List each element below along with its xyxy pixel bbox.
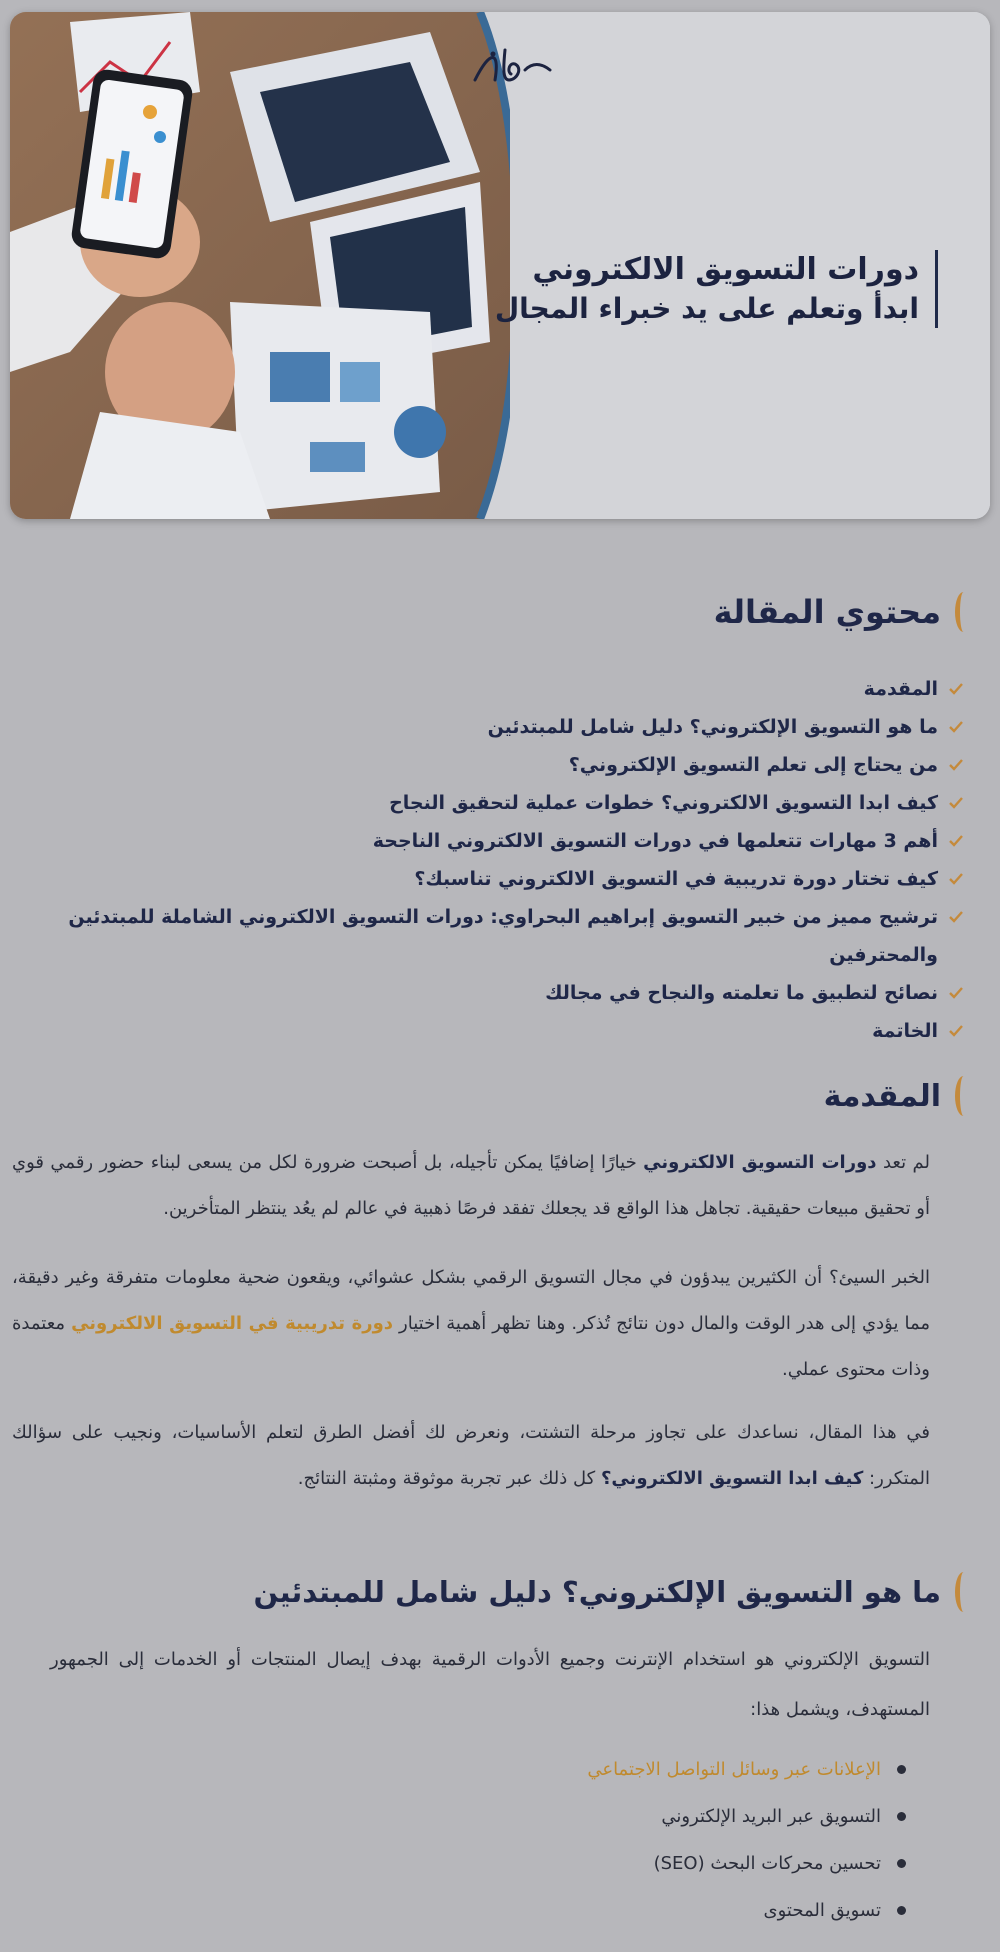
text-run: كل ذلك عبر تجربة موثوقة ومثبتة النتائج.: [297, 1468, 601, 1489]
list-item: [106, 1793, 906, 1840]
list-item-label: تسويق المحتوى: [763, 1900, 881, 1921]
toc-heading-text: محتوي المقالة: [713, 593, 941, 631]
text-run: خيارًا إضافيًا يمكن تأجيله، بل أصبحت ضرورة لكل من يسعى لبناء حضور رقمي قوي أو تحقيق مبيعات حقيقية. تجاهل هذا الواقع قد يجعلك تفقد فرصًا ذهبية في عالم لم يعُد ينتظر المتأخرين.: [12, 1152, 930, 1219]
bold-text: دورات التسويق الالكتروني: [643, 1152, 877, 1173]
hero-banner: [10, 12, 990, 519]
toc-item-label: ترشيح مميز من خبير التسويق إبراهيم البحراوي: دورات التسويق الالكتروني الشاملة للمبتدئين والمحترفين: [68, 906, 938, 966]
check-icon: [948, 860, 964, 898]
check-icon: [948, 708, 964, 746]
toc-item[interactable]: [44, 822, 964, 860]
text-run: الخبر السيئ؟ أن الكثيرين يبدؤون في مجال التسويق الرقمي بشكل عشوائي، ويقعون ضحية معلومات متفرقة وغير دقيقة، مما يؤدي إلى هدر الوقت والمال دون نتائج تُذكر. وهنا تظهر أهمية اختيار: [12, 1267, 931, 1334]
toc-item[interactable]: [44, 1012, 964, 1050]
toc-item[interactable]: [44, 860, 964, 898]
check-icon: [948, 1012, 964, 1050]
intro-heading-text: المقدمة: [823, 1078, 941, 1114]
bold-text: كيف ابدا التسويق الالكتروني؟: [600, 1468, 864, 1489]
bullet-icon: [897, 1812, 906, 1821]
toc-item-label: نصائح لتطبيق ما تعلمته والنجاح في مجالك: [545, 982, 938, 1004]
what-is-paragraph: التسويق الإلكتروني هو استخدام الإنترنت وجميع الأدوات الرقمية بهدف إيصال المنتجات أو الخدمات إلى الجمهور المستهدف، ويشمل هذا:: [50, 1649, 930, 1720]
toc-item[interactable]: [44, 898, 964, 974]
toc-item[interactable]: [44, 784, 964, 822]
check-icon: [948, 784, 964, 822]
toc-item-label: كيف تختار دورة تدريبية في التسويق الالكتروني تناسبك؟: [414, 868, 938, 890]
hero-title: دورات التسويق الالكتروني: [532, 252, 919, 287]
social-ads-link[interactable]: الإعلانات عبر وسائل التواصل الاجتماعي: [587, 1759, 881, 1780]
list-item: [106, 1746, 906, 1793]
what-is-heading: [253, 1572, 972, 1612]
hero-text-block: [495, 250, 938, 328]
toc-item-label: من يحتاج إلى تعلم التسويق الإلكتروني؟: [568, 754, 938, 776]
text-run: معتمدة وذات محتوى عملي.: [12, 1313, 930, 1380]
toc-item[interactable]: [44, 670, 964, 708]
brand-logo: [465, 40, 555, 96]
toc-item[interactable]: [44, 708, 964, 746]
check-icon: [948, 974, 964, 1012]
toc-item-label: ما هو التسويق الإلكتروني؟ دليل شامل للمبتدئين: [487, 716, 938, 738]
check-icon: [948, 822, 964, 860]
toc-item-label: أهم 3 مهارات تتعلمها في دورات التسويق الالكتروني الناجحة: [372, 830, 938, 852]
toc-item[interactable]: [44, 974, 964, 1012]
what-is-heading-text: ما هو التسويق الإلكتروني؟ دليل شامل للمبتدئين: [253, 1575, 941, 1609]
text-run: لم تعد: [876, 1152, 930, 1173]
list-item-label: التسويق عبر البريد الإلكتروني: [661, 1806, 881, 1827]
text-run: في هذا المقال، نساعدك على تجاوز مرحلة التشتت، ونعرض لك أفضل الطرق لتعلم الأساسيات، ونجيب على سؤالك المتكرر:: [12, 1422, 930, 1489]
intro-heading: [824, 1076, 972, 1116]
bullet-icon: [897, 1859, 906, 1868]
bullet-icon: [897, 1765, 906, 1774]
heading-accent-icon: [955, 1572, 972, 1612]
hero-subtitle: ابدأ وتعلم على يد خبراء المجال: [494, 292, 919, 325]
toc-item-label: كيف ابدا التسويق الالكتروني؟ خطوات عملية لتحقيق النجاح: [389, 792, 938, 814]
list-item-label: تحسين محركات البحث (SEO): [653, 1853, 881, 1874]
check-icon: [948, 898, 964, 936]
toc-item-label: المقدمة: [863, 678, 938, 700]
toc-item[interactable]: [44, 746, 964, 784]
bullet-icon: [897, 1906, 906, 1915]
table-of-contents: [44, 670, 964, 1050]
intro-paragraph-2: [12, 1255, 930, 1393]
toc-heading: [714, 592, 972, 632]
intro-paragraph-1: [12, 1140, 930, 1232]
check-icon: [948, 670, 964, 708]
toc-item-label: الخاتمة: [872, 1020, 938, 1042]
bullet-list: [106, 1746, 906, 1934]
heading-accent-icon: [955, 1076, 972, 1116]
intro-paragraph-3: [12, 1410, 930, 1502]
heading-accent-icon: [955, 592, 972, 632]
list-item: [106, 1887, 906, 1934]
check-icon: [948, 746, 964, 784]
course-link[interactable]: دورة تدريبية في التسويق الالكتروني: [71, 1313, 394, 1334]
list-item: [106, 1840, 906, 1887]
